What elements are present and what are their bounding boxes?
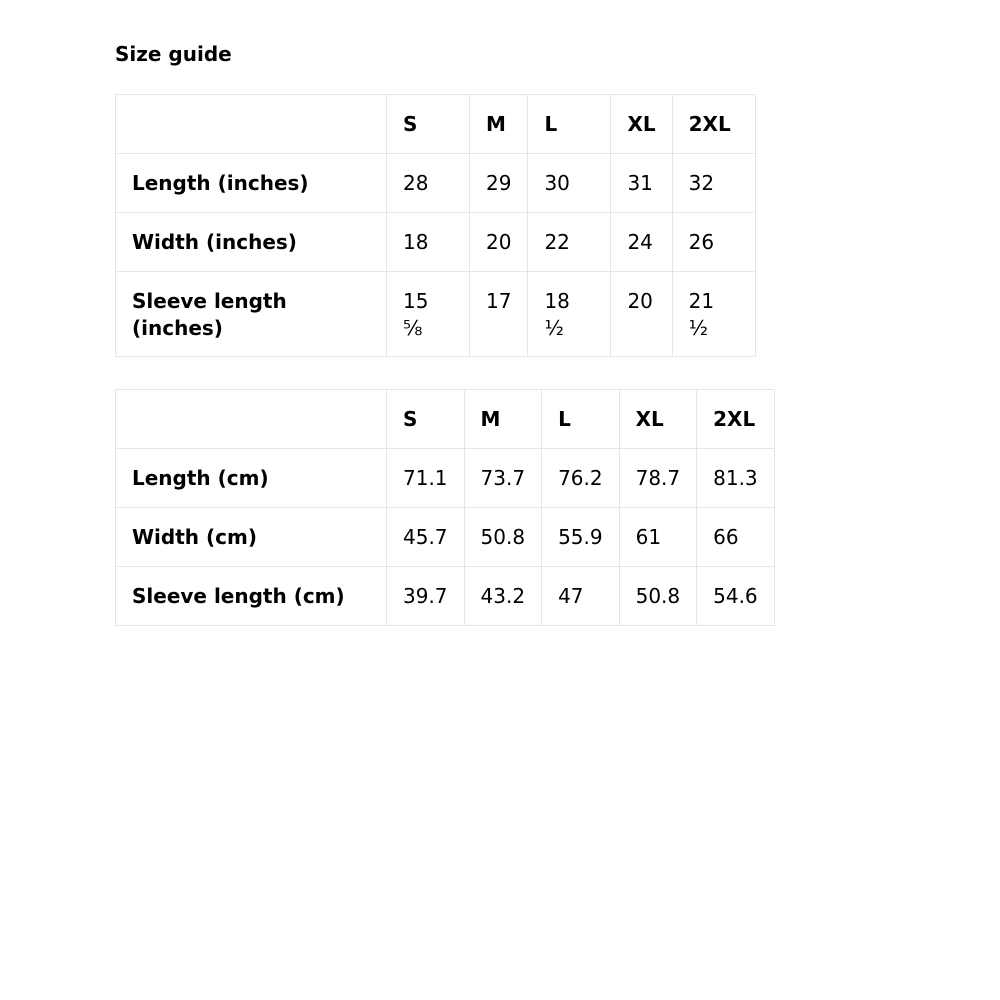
table-cell: 78.7 (619, 449, 697, 508)
table-cell: 24 (611, 213, 672, 272)
row-label: Sleeve length (inches) (116, 272, 387, 357)
table-cell: 76.2 (542, 449, 620, 508)
table-cell: 55.9 (542, 508, 620, 567)
table-cell: 22 (528, 213, 611, 272)
table-cell: 18 ½ (528, 272, 611, 357)
row-label: Sleeve length (cm) (116, 567, 387, 626)
table-cell: 30 (528, 154, 611, 213)
header-cell-empty (116, 390, 387, 449)
table-cell: 50.8 (464, 508, 542, 567)
header-cell-size: 2XL (697, 390, 775, 449)
table-cell: 50.8 (619, 567, 697, 626)
table-cell: 32 (672, 154, 755, 213)
table-cell: 47 (542, 567, 620, 626)
table-cell: 73.7 (464, 449, 542, 508)
header-cell-empty (116, 95, 387, 154)
table-cell: 17 (470, 272, 528, 357)
table-cell: 43.2 (464, 567, 542, 626)
table-cell: 18 (387, 213, 470, 272)
header-cell-size: M (464, 390, 542, 449)
table-cell: 61 (619, 508, 697, 567)
header-cell-size: M (470, 95, 528, 154)
table-cell: 31 (611, 154, 672, 213)
table-cell: 71.1 (387, 449, 465, 508)
row-label: Length (cm) (116, 449, 387, 508)
table-header-row (116, 390, 775, 449)
table-row (116, 213, 756, 272)
table-row (116, 508, 775, 567)
table-cell: 54.6 (697, 567, 775, 626)
table-cell: 45.7 (387, 508, 465, 567)
table-row (116, 154, 756, 213)
table-row (116, 567, 775, 626)
header-cell-size: 2XL (672, 95, 755, 154)
header-cell-size: XL (619, 390, 697, 449)
table-cell: 66 (697, 508, 775, 567)
table-cell: 20 (470, 213, 528, 272)
table-row (116, 449, 775, 508)
page-title: Size guide (115, 42, 232, 66)
table-cell: 39.7 (387, 567, 465, 626)
header-cell-size: L (542, 390, 620, 449)
table-header-row (116, 95, 756, 154)
row-label: Width (inches) (116, 213, 387, 272)
header-cell-size: XL (611, 95, 672, 154)
header-cell-size: S (387, 95, 470, 154)
row-label: Width (cm) (116, 508, 387, 567)
table-cell: 15 ⅝ (387, 272, 470, 357)
table-cell: 28 (387, 154, 470, 213)
size-table-cm (115, 389, 775, 626)
table-cell: 21 ½ (672, 272, 755, 357)
table-cell: 20 (611, 272, 672, 357)
table-row (116, 272, 756, 357)
size-table-inches (115, 94, 756, 357)
table-cell: 81.3 (697, 449, 775, 508)
header-cell-size: L (528, 95, 611, 154)
table-cell: 29 (470, 154, 528, 213)
table-cell: 26 (672, 213, 755, 272)
header-cell-size: S (387, 390, 465, 449)
row-label: Length (inches) (116, 154, 387, 213)
